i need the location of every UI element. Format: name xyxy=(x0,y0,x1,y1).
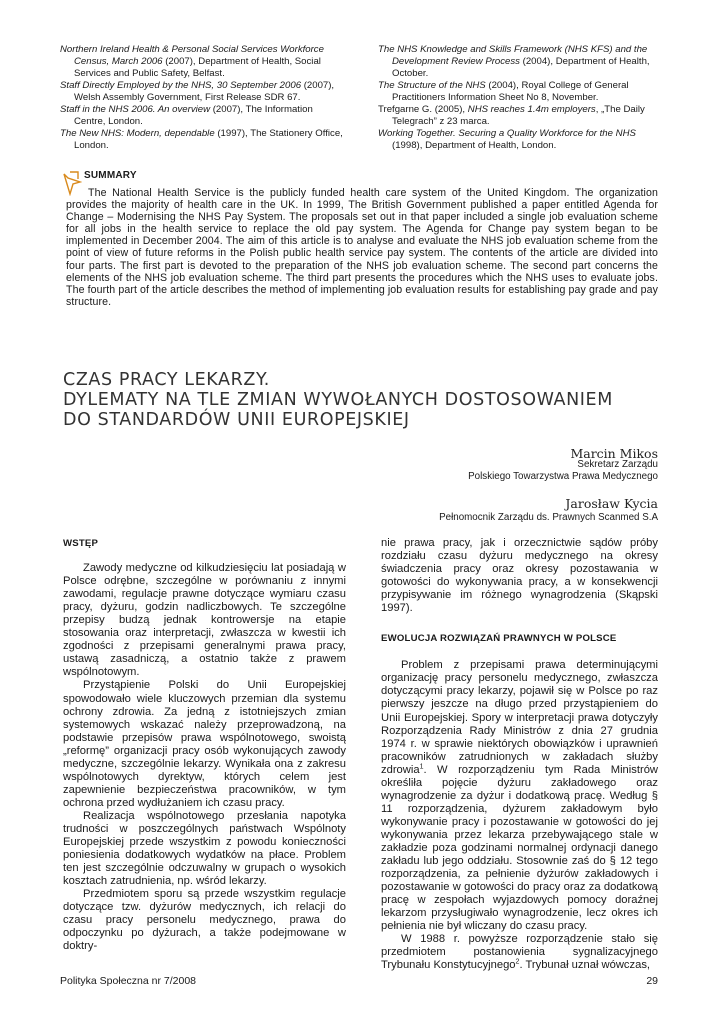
footnote-ref: 1 xyxy=(419,762,424,770)
body-column-left xyxy=(63,537,346,953)
author-name: Marcin Mikos xyxy=(570,446,658,461)
reference-entry xyxy=(378,128,668,152)
reference-title: The Structure of the NHS xyxy=(378,80,486,91)
reference-details: (2007), Welsh Assembly Government, First Release SDR 67. xyxy=(74,80,335,103)
reference-title: The New NHS: Modern, dependable xyxy=(60,128,215,139)
paragraph-text: . W rozporządzeniu tym Rada Ministrów określiła pojęcie dyżuru zakładowego oraz wynagrodzenie za dyżur i dodatkową pracę. Według § 11 rozporządzenia, dyżurem zakładowym było wykonywanie pracy i pozostawanie w gotowości do jej wykonywania przez lekarza przebywającego stale w zakładzie poza godzinami normalnej ordynacji danego zakładu lub jego oddziału. Stosownie zaś do § 12 tego rozporządzenia, za pełnienie dyżurów zakładowych i pozostawanie w gotowości do pracy oraz za dodatkową pracę w zespołach wyjazdowych pomocy doraźnej lekarzom przysługiwało wynagrodzenie, lecz okres ich pełnienia nie był wliczany do czasu pracy. xyxy=(381,763,658,933)
footer-journal: Polityka Społeczna nr 7/2008 xyxy=(60,975,197,987)
paragraph: Przedmiotem sporu są przede wszystkim regulacje dotyczące tzw. dyżurów medycznych, ich relacji do czasu pracy personelu medycznego, prawa do odpoczynku po dyżurach, a także podejmowane w doktry- xyxy=(63,888,346,953)
reference-entry xyxy=(60,44,345,80)
body-column-right xyxy=(381,537,658,972)
reference-entry xyxy=(378,80,668,104)
footnote-ref: 2 xyxy=(515,958,520,966)
reference-title: NHS reaches 1.4m employers xyxy=(467,104,596,115)
reference-title: Staff in the NHS 2006. An overview xyxy=(60,104,211,115)
paragraph: Przystąpienie Polski do Unii Europejskiej spowodowało wiele kluczowych przemian dla systemu ochrony zdrowia. Za jedną z istotniejszych zmian systemowych wskazać należy przeprowadzoną, na podstawie przepisów prawa wspólnotowego, swoistą „reformę” organizacji pracy osób wykonujących zawody medyczne, szczególnie lekarzy. Wynikała ona z zakresu wspólnotowych dyrektyw, których celem jest zapewnienie bezpieczeństwa pracowników, w tym ochrona przed wydłużaniem ich czasu pracy. xyxy=(63,679,346,809)
article-title-line: DYLEMATY NA TLE ZMIAN WYWOŁANYCH DOSTOSOWANIEM xyxy=(63,390,613,410)
references-left xyxy=(60,44,345,152)
reference-entry xyxy=(60,104,345,128)
reference-title: Working Together. Securing a Quality Workforce for the NHS xyxy=(378,128,636,139)
summary-text: The National Health Service is the publicly funded health care system of the United Kingdom. The organization provides the majority of health care in the UK. In 1999, The British Government published a paper entitled Agenda for Change – Modernising the NHS Pay System. The proposals set out in that paper included a single job evaluation scheme for all jobs in the health service to replace the old pay system. The Agenda for Change pay system began to be implemented in December 2004. The aim of this article is to analyse and evaluate the NHS job evaluation scheme from the point of view of future reforms in the Polish public health service pay system. The contents of the article are divided into four parts. The first part is devoted to the preparation of the NHS job evaluation scheme. The second part concerns the elements of the NHS job evaluation scheme. The third part presents the procedures which the NHS uses to evaluate jobs. The fourth part of the article describes the method of implementing job evaluation results for establishing pay grade and pay structure. xyxy=(66,187,658,308)
author-name: Jarosław Kycia xyxy=(565,496,658,511)
reference-author: Trefgarne G. (2005), xyxy=(378,104,468,115)
references-right xyxy=(378,44,668,152)
reference-entry xyxy=(60,128,345,152)
paragraph xyxy=(381,933,658,972)
reference-details: (2007), Department of Health, Social Services and Public Safety, Belfast. xyxy=(74,56,321,79)
author-role: Pełnomocnik Zarządu ds. Prawnych Scanmed S.A xyxy=(439,512,658,523)
article-title xyxy=(63,370,663,430)
paragraph-text: Problem z przepisami prawa determinującymi organizację pracy personelu medycznego, zwłaszcza dotyczącymi pracy lekarzy, pojawił się w Polsce po raz pierwszy jeszcze na długo przed przystąpieniem do Unii Europejskiej. Spory w interpretacji prawa dotyczyły Rozporządzenia Rady Ministrów z dnia 27 grudnia 1974 r. w sprawie niektórych obowiązków i uprawnień pracowników zatrudnionych w zakładach służby zdrowia xyxy=(381,659,658,776)
reference-title: The NHS Knowledge and Skills Framework (NHS KFS) and the Development Review Process xyxy=(378,44,648,67)
page-number: 29 xyxy=(646,975,658,987)
paragraph xyxy=(381,659,658,933)
reference-details: (1998), Department of Health, London. xyxy=(392,140,557,151)
paragraph-text: W 1988 r. powyższe rozporządzenie stało się przedmiotem postanowienia sygnalizacyjnego Trybunału Konstytucyjnego xyxy=(381,933,658,972)
reference-details: (1997), The Stationery Office, London. xyxy=(74,128,343,151)
reference-details: , „The Daily Telegrach” z 23 marca. xyxy=(392,104,645,127)
reference-details: (2004), Royal College of General Practitioners Information Sheet No 8, November. xyxy=(392,80,629,103)
paragraph: Zawody medyczne od kilkudziesięciu lat posiadają w Polsce odrębne, szczególne w porównaniu z innymi zawodami, regulacje prawne dotyczące wymiaru czasu pracy, dyżuru, godzin nadliczbowych. Te szczególne przepisy budzą jednak kontrowersje na etapie stosowania oraz interpretacji, zwłaszcza w kwestii ich zgodności z przepisami generalnymi prawa pracy, ustawą zasadniczą, a ostatnio także z prawem wspólnotowym. xyxy=(63,562,346,679)
article-title-line: DO STANDARDÓW UNII EUROPEJSKIEJ xyxy=(63,410,410,430)
paragraph: Realizacja wspólnotowego przesłania napotyka trudności w poszczególnych państwach Wspólnoty Europejskiej przede wszystkim z powodu konieczności poniesienia dodatkowych wydatków na płace. Problem ten jest szczególnie odczuwalny w grupach o wysokich kosztach zatrudnienia, np. wśród lekarzy. xyxy=(63,809,346,888)
section-heading: WSTĘP xyxy=(63,538,99,549)
section-heading: EWOLUCJA ROZWIĄZAŃ PRAWNYCH W POLSCE xyxy=(381,633,617,645)
author-role: Sekretarz Zarządu xyxy=(577,459,658,470)
paragraph: nie prawa pracy, jak i orzecznictwie sądów próby rozdziału czasu dyżuru medycznego na okresy świadczenia pracy oraz okresy pozostawania w gotowości do wykonywania pracy, a w konsekwencji przypisywanie im różnego wynagrodzenia (Skąpski 1997). xyxy=(381,537,658,615)
paragraph-text: . Trybunał uznał wówczas, xyxy=(519,959,651,972)
reference-title: Staff Directly Employed by the NHS, 30 September 2006 xyxy=(60,80,302,91)
reference-entry xyxy=(378,104,668,128)
author-role: Polskiego Towarzystwa Prawa Medycznego xyxy=(468,471,658,482)
article-title-line: CZAS PRACY LEKARZY. xyxy=(63,370,270,390)
summary-heading: SUMMARY xyxy=(84,170,137,181)
reference-details: (2007), The Information Centre, London. xyxy=(74,104,313,127)
reference-title: Northern Ireland Health & Personal Social Services Workforce Census, March 2006 xyxy=(60,44,324,67)
reference-entry xyxy=(60,80,345,104)
reference-details: (2004), Department of Health, October. xyxy=(392,56,650,79)
reference-entry xyxy=(378,44,668,80)
